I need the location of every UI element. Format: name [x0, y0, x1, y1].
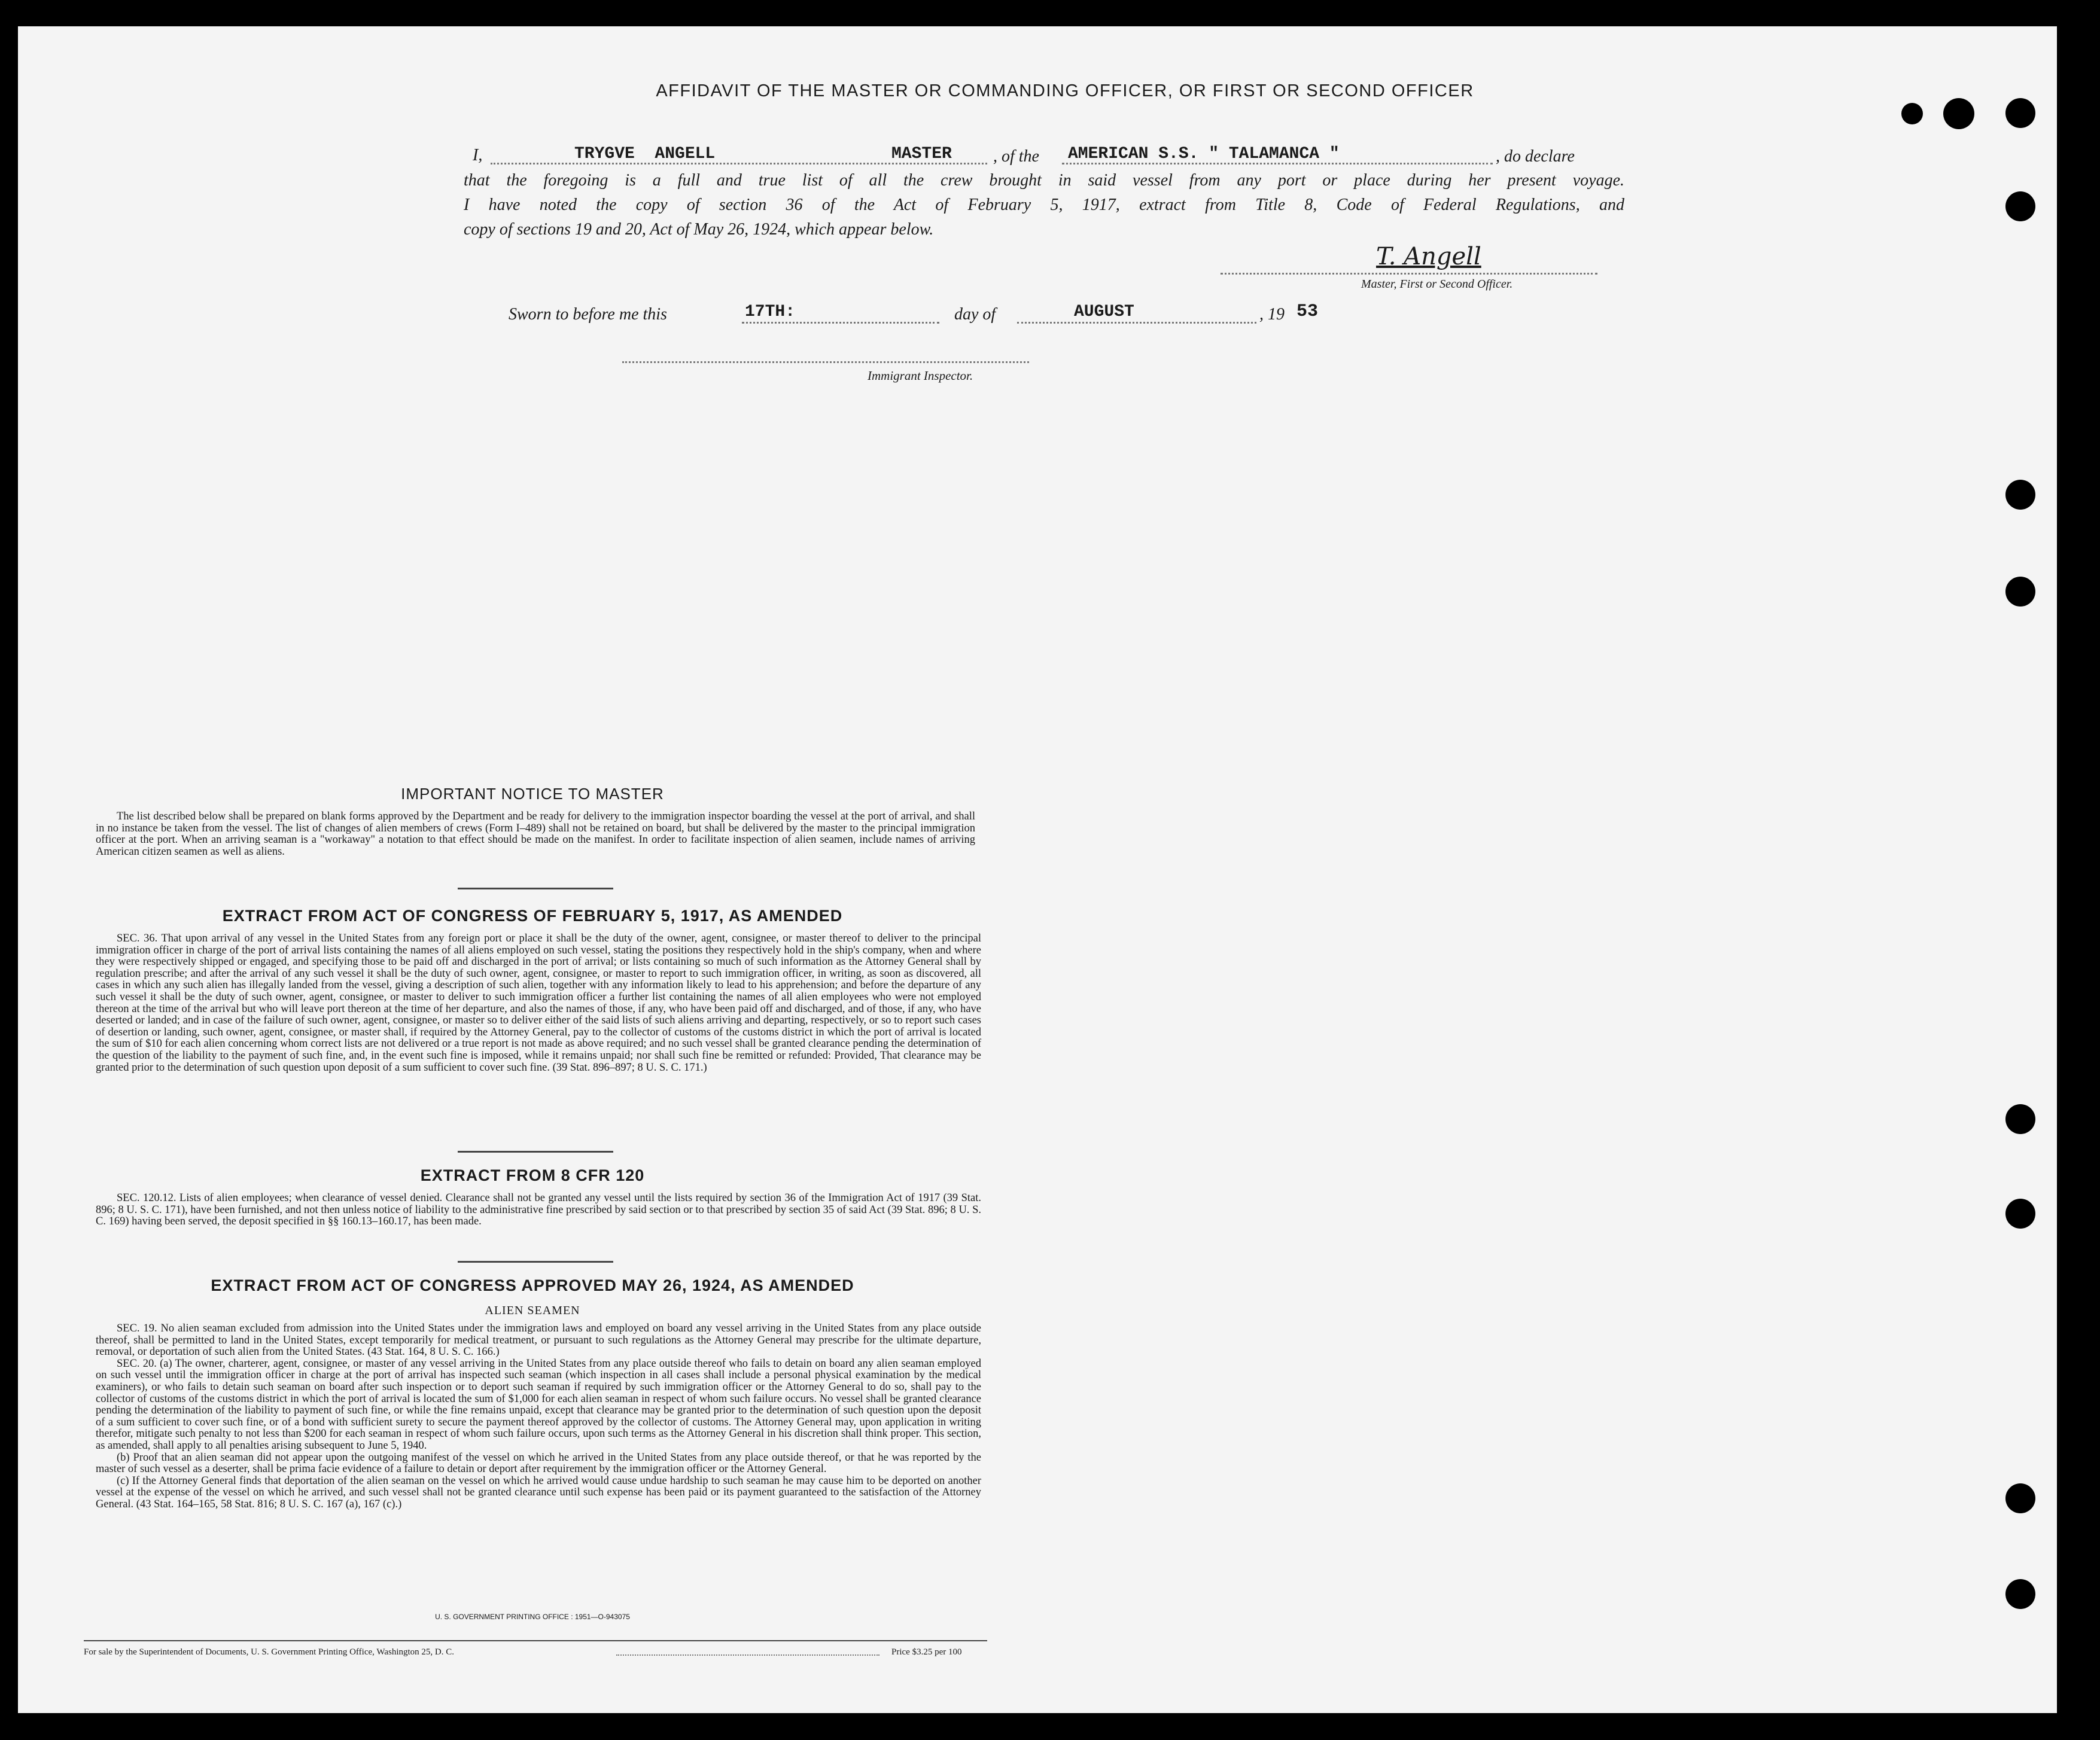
affidavit-line-4: copy of sections 19 and 20, Act of May 26, 1924, which appear below. [464, 220, 934, 239]
month-line [1017, 322, 1256, 324]
gpo-imprint: U. S. GOVERNMENT PRINTING OFFICE : 1951—O-943075 [435, 1613, 630, 1621]
extract-1924-title: EXTRACT FROM ACT OF CONGRESS APPROVED MAY 26, 1924, AS AMENDED [211, 1276, 854, 1294]
year-prefix: , 19 [1259, 305, 1285, 324]
notice-text [96, 811, 975, 858]
extract-1917-title: EXTRACT FROM ACT OF CONGRESS OF FEBRUARY 5, 1917, AS AMENDED [222, 907, 843, 925]
affidavit-line-2: that the foregoing is a full and true list of all the crew brought in said vessel from any port or place during her present voyage. [464, 171, 1624, 190]
divider [458, 1151, 613, 1153]
punch-hole [2005, 577, 2035, 607]
divider [458, 1261, 613, 1263]
punch-hole [2005, 480, 2035, 510]
declare-label: , do declare [1496, 147, 1575, 166]
punch-hole [2005, 1199, 2035, 1229]
form-page [18, 26, 2057, 1713]
sec36-paragraph: SEC. 36. That upon arrival of any vessel in the United States from any foreign port or place it shall be the duty of the owner, agent, consignee, or master thereof to deliver to the principal immigration officer in charge of the port of arrival lists containing the names of all aliens employed on such vessel, stating the positions they respectively hold in the ship's company, when and where they were respectively shipped or engaged, and specifying those to be paid off and discharged in the port of arrival; or lists containing so much of such information as the Attorney General shall by regulation prescribe; and after the arrival of any such vessel it shall be the duty of such owner, agent, consignee, or master to report to such immigration officer, in writing, as soon as discovered, all cases in which any such alien has illegally landed from the vessel, giving a description of such alien, together with any information likely to lead to his apprehension; and before the departure of any such vessel it shall be the duty of such owner, agent, consignee, or master to deliver to such immigration officer a further list containing the names of all alien employees who were not employed thereon at the time of the arrival but who will leave port thereon at the time of her departure, and also the names of those, if any, who have been paid off and discharged, and of those, if any, who have deserted or landed; and in case of the failure of such owner, agent, consignee, or master so to deliver either of the said lists of such aliens arriving and departing, respectively, or so to report such cases of desertion or landing, such owner, agent, consignee, or master shall, if required by the Attorney General, pay to the collector of customs of the customs district in which the port of arrival is located the sum of $10 for each alien concerning whom correct lists are not delivered or a true report is not made as above required; and no such vessel shall be granted clearance pending the determination of the question of the liability to the payment of such fine, and, in the event such fine is imposed, while it remains unpaid; nor shall such fine be remitted or refunded: Provided, That clearance may be granted prior to the determination of such question upon deposit of a sum sufficient to cover such fine. (39 Stat. 896–897; 8 U. S. C. 171.) [96, 933, 981, 1074]
signature: T. Angell [1376, 243, 1481, 270]
affidavit-title: AFFIDAVIT OF THE MASTER OR COMMANDING OFFICER, OR FIRST OR SECOND OFFICER [656, 81, 1474, 100]
sec20c-paragraph: (c) If the Attorney General finds that deportation of the alien seaman on the vessel on which he arrived would cause undue hardship to such seaman he may cause him to be deported on another vessel at the expense of the vessel on which he arrived, and such vessel shall not be granted clearance until such expense has been paid or its payment guaranteed to the satisfaction of the Attorney General. (43 Stat. 164–165, 58 Stat. 816; 8 U. S. C. 167 (a), 167 (c).) [96, 1474, 981, 1510]
day-line [742, 322, 939, 324]
signature-caption: Master, First or Second Officer. [1361, 278, 1513, 291]
year-value: 53 [1296, 301, 1319, 322]
punch-hole [1943, 98, 1974, 129]
notice-paragraph: The list described below shall be prepared on blank forms approved by the Department and be ready for delivery to the immigration inspector boarding the vessel at the port of arrival, and shall in no instance be taken from the vessel. The list of changes of alien members of crews (Form I–489) shall not be retained on board, but shall be delivered by the master to the principal immigration officer at the port. When an arriving seaman is a "workaway" a notation to that effect should be made on the manifest. In order to facilitate inspection of alien seamen, include names of arriving American citizen seamen as well as aliens. [96, 810, 975, 858]
divider [458, 888, 613, 889]
inspector-line [622, 361, 1029, 363]
sec120-paragraph: SEC. 120.12. Lists of alien employees; when clearance of vessel denied. Clearance shall not be granted any vessel until the lists required by section 36 of the Immigration Act of 1917 (39 Stat. 896; 8 U. S. C. 171), have been furnished, and not then unless notice of liability to the administrative fine prescribed by said section or to that prescribed by section 35 of said Act (39 Stat. 896; 8 U. S. C. 169) having been served, the deposit specified in §§ 160.13–160.17, has been made. [96, 1192, 981, 1228]
day-value: 17TH: [745, 303, 796, 321]
punch-hole [2005, 1579, 2035, 1609]
footer-rule [84, 1640, 987, 1641]
sworn-label: Sworn to before me this [509, 305, 667, 324]
signature-line [1221, 273, 1597, 275]
extract-cfr-title: EXTRACT FROM 8 CFR 120 [420, 1166, 645, 1184]
punch-hole [1901, 103, 1923, 124]
punch-hole [2005, 1483, 2035, 1513]
extract-1917-text [96, 933, 981, 1074]
of-the-label: , of the [993, 147, 1039, 166]
sec20b-paragraph: (b) Proof that an alien seaman did not appear upon the outgoing manifest of the vessel on which he arrived in the United States from any place outside thereof, or that he was reported by the master of such vessel as a deserter, shall be prima facie evidence of a failure to detain or deport after requirement by the immigration officer or the Attorney General. [96, 1451, 981, 1476]
sec19-paragraph: SEC. 19. No alien seaman excluded from admission into the United States under the immigration laws and employed on board any vessel arriving in the United States from any place outside thereof, shall be permitted to land in the United States, except temporarily for medical treatment, or pursuant to such regulations as the Attorney General may prescribe for the ultimate departure, removal, or deportation of such alien from the United States. (43 Stat. 164, 8 U. S. C. 166.) [96, 1322, 981, 1358]
month-value: AUGUST [1074, 303, 1134, 321]
affidavit-line-3: I have noted the copy of section 36 of the Act of February 5, 1917, extract from Title 8, Code of Federal Regulations, and [464, 196, 1624, 214]
extract-1924-text [96, 1323, 981, 1511]
alien-seamen-subtitle: ALIEN SEAMEN [485, 1304, 580, 1317]
sale-leader [616, 1654, 879, 1656]
punch-hole [2005, 191, 2035, 221]
extract-cfr-text [96, 1193, 981, 1228]
punch-hole [2005, 1104, 2035, 1134]
sec20a-paragraph: SEC. 20. (a) The owner, charterer, agent, consignee, or master of any vessel arriving in the United States from any place outside thereof who fails to detain on board any alien seaman employed on such vessel until the immigration officer in charge at the port of arrival has inspected such seaman (which inspection in all cases shall include a personal physical examination by the medical examiners), or who fails to detain such seaman on board after such inspection or to deport such seaman if required by such immigration officer or the Attorney General to do so, shall pay to the collector of customs of the customs district in which the port of arrival is located the sum of $1,000 for each alien seaman in respect of whom such failure occurs. No vessel shall be granted clearance pending the determination of the liability to payment of such fine, or while the fine remains unpaid, except that clearance may be granted prior to the determination of such question upon the deposit of a sum sufficient to cover such fine, or of a bond with sufficient surety to secure the payment thereof approved by the collector of customs. The Attorney General may, upon application in writing therefor, mitigate such penalty to not less than $200 for each seaman in respect of whom such failure occurs, upon such terms as the Attorney General in his discretion shall think proper. This section, as amended, shall apply to all penalties arising subsequent to June 5, 1940. [96, 1357, 981, 1452]
punch-hole [2005, 98, 2035, 128]
i-label: I, [473, 146, 483, 164]
day-of-label: day of [954, 305, 996, 324]
notice-title: IMPORTANT NOTICE TO MASTER [401, 785, 664, 803]
sale-notice: For sale by the Superintendent of Documents, U. S. Government Printing Office, Washington 25, D. C. [84, 1647, 454, 1657]
rank: MASTER [891, 145, 952, 163]
price: Price $3.25 per 100 [891, 1647, 962, 1657]
inspector-caption: Immigrant Inspector. [868, 368, 973, 383]
vessel-name: AMERICAN S.S. " TALAMANCA " [1068, 145, 1340, 163]
master-name: TRYGVE ANGELL [574, 145, 716, 163]
